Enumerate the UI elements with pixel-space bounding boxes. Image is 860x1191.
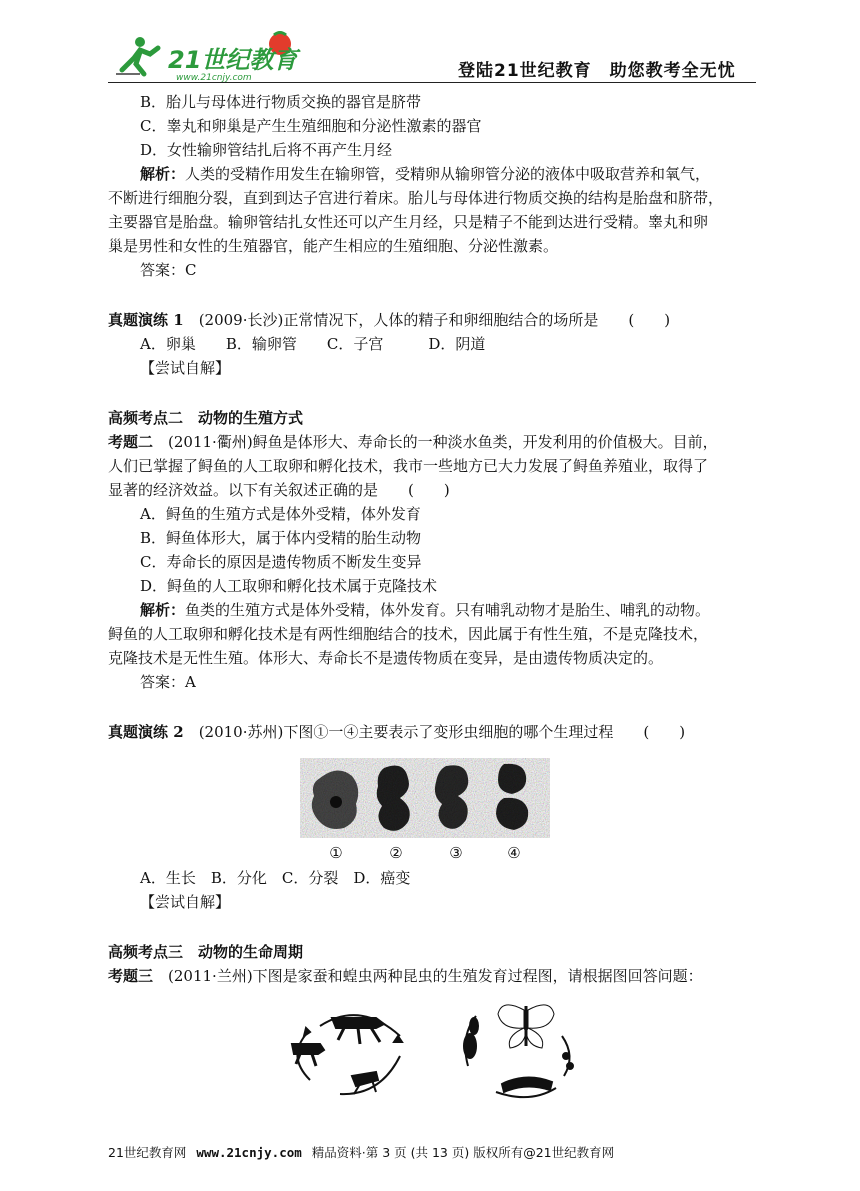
q2-option-d: D．鲟鱼的人工取卵和孵化技术属于克隆技术 xyxy=(140,577,438,595)
q2-explanation-line-3: 克隆技术是无性生殖。体形大、寿命长不是遗传物质在变异，是由遗传物质决定的。 xyxy=(108,649,664,667)
explanation-label: 解析： xyxy=(140,165,186,183)
amoeba-cell-4b xyxy=(496,798,528,830)
q1-explanation-line-2: 不断进行细胞分裂，直到到达子宫进行着床。胎儿与母体进行物质交换的结构是胎盘和脐带， xyxy=(108,189,724,207)
pupa-icon xyxy=(464,1018,478,1058)
locust-cycle xyxy=(292,1015,402,1094)
fig-label-3: ③ xyxy=(449,844,463,862)
q1-explanation-line-1 xyxy=(140,164,710,184)
larva-icon xyxy=(502,1077,552,1092)
fig-label-1: ① xyxy=(329,844,343,862)
practice-2-label: 真题演练 2 xyxy=(108,723,184,741)
header-slogan: 登陆21世纪教育 助您教考全无忧 xyxy=(458,61,736,81)
q2-explanation-line-1 xyxy=(140,600,710,620)
q1-option-b: B．胎儿与母体进行物质交换的器官是脐带 xyxy=(140,93,422,111)
site-logo xyxy=(110,30,310,82)
q2-answer: 答案：A xyxy=(140,673,196,691)
footer-page-info: 精品资料·第 3 页 (共 13 页) 版权所有@21世纪教育网 xyxy=(311,1145,615,1160)
q2-option-c: C．寿命长的原因是遗传物质不断发生变异 xyxy=(140,553,422,571)
explanation-label: 解析： xyxy=(140,601,186,619)
amoeba-division-figure xyxy=(300,758,550,870)
insect-lifecycle-figure xyxy=(280,996,590,1106)
footer-url[interactable]: www.21cnjy.com xyxy=(196,1145,302,1160)
practice-1-label: 真题演练 1 xyxy=(108,311,184,329)
svg-text:www.21cnjy.com: www.21cnjy.com xyxy=(176,73,252,82)
q2-option-b: B．鲟鱼体形大，属于体内受精的胎生动物 xyxy=(140,529,422,547)
q2-text-line-3: 显著的经济效益。以下有关叙述正确的是 ( ) xyxy=(108,481,450,499)
practice-2-options: A．生长 B．分化 C．分裂 D．癌变 xyxy=(140,869,411,887)
page-footer xyxy=(108,1143,614,1161)
header-divider xyxy=(108,82,756,83)
amoeba-cell-4a xyxy=(498,764,526,794)
explanation-text: 人类的受精作用发生在输卵管，受精卵从输卵管分泌的液体中吸取营养和氧气， xyxy=(185,165,711,183)
section-2-heading: 高频考点二 动物的生殖方式 xyxy=(108,409,304,427)
q3-text: (2011·兰州)下图是家蚕和蝗虫两种昆虫的生殖发育过程图，请根据图回答问题： xyxy=(168,967,703,985)
section-3-heading: 高频考点三 动物的生命周期 xyxy=(108,943,304,961)
amoeba-cell-3 xyxy=(435,765,468,829)
q2-label: 考题二 xyxy=(108,433,154,451)
locust-nymph-icon xyxy=(292,1044,324,1066)
cell-nucleus xyxy=(330,796,342,808)
practice-1-text: (2009·长沙)正常情况下，人体的精子和卵细胞结合的场所是 ( ) xyxy=(198,311,671,329)
locust-adult-icon xyxy=(332,1018,384,1044)
q2-text: (2011·衢州)鲟鱼是体形大、寿命长的一种淡水鱼类，开发利用的价值极大。目前， xyxy=(168,433,718,451)
explanation-text: 鱼类的生殖方式是体外受精，体外发育。只有哺乳动物才是胎生、哺乳的动物。 xyxy=(185,601,711,619)
practice-2-try: 【尝试自解】 xyxy=(140,893,231,911)
fig-label-2: ② xyxy=(389,844,403,862)
footer-site: 21世纪教育网 xyxy=(108,1145,187,1160)
practice-1-question xyxy=(108,310,670,330)
egg-icon xyxy=(563,1053,573,1069)
q2-text-line-1 xyxy=(108,432,718,452)
practice-2-text: (2010·苏州)下图①一④主要表示了变形虫细胞的哪个生理过程 ( ) xyxy=(198,723,686,741)
practice-2-question xyxy=(108,722,685,742)
q1-explanation-line-3: 主要器官是胎盘。输卵管结扎女性还可以产生月经，只是精子不能到达进行受精。睾丸和卵 xyxy=(108,213,709,231)
q1-option-c: C．睾丸和卵巢是产生生殖细胞和分泌性激素的器官 xyxy=(140,117,482,135)
svg-text:21世纪教育: 21世纪教育 xyxy=(168,46,298,74)
fig-label-4: ④ xyxy=(507,844,521,862)
q3-label: 考题三 xyxy=(108,967,154,985)
q1-explanation-line-4: 巢是男性和女性的生殖器官，能产生相应的生殖细胞、分泌性激素。 xyxy=(108,237,559,255)
q3-text-line xyxy=(108,966,703,986)
q2-explanation-line-2: 鲟鱼的人工取卵和孵化技术是有两性细胞结合的技术，因此属于有性生殖，不是克隆技术， xyxy=(108,625,709,643)
amoeba-cell-2 xyxy=(377,766,410,831)
q1-option-d: D．女性输卵管结扎后将不再产生月经 xyxy=(140,141,393,159)
q2-text-line-2: 人们已掌握了鲟鱼的人工取卵和孵化技术，我市一些地方已大力发展了鲟鱼养殖业，取得了 xyxy=(108,457,709,475)
runner-icon xyxy=(116,37,158,74)
q2-option-a: A．鲟鱼的生殖方式是体外受精，体外发育 xyxy=(140,505,421,523)
practice-1-options: A．卵巢 B．输卵管 C．子宫 D．阴道 xyxy=(140,335,486,353)
practice-1-try: 【尝试自解】 xyxy=(140,359,231,377)
butterfly-icon xyxy=(498,1005,554,1048)
silkworm-cycle xyxy=(464,1005,573,1097)
q1-answer: 答案：C xyxy=(140,261,197,279)
